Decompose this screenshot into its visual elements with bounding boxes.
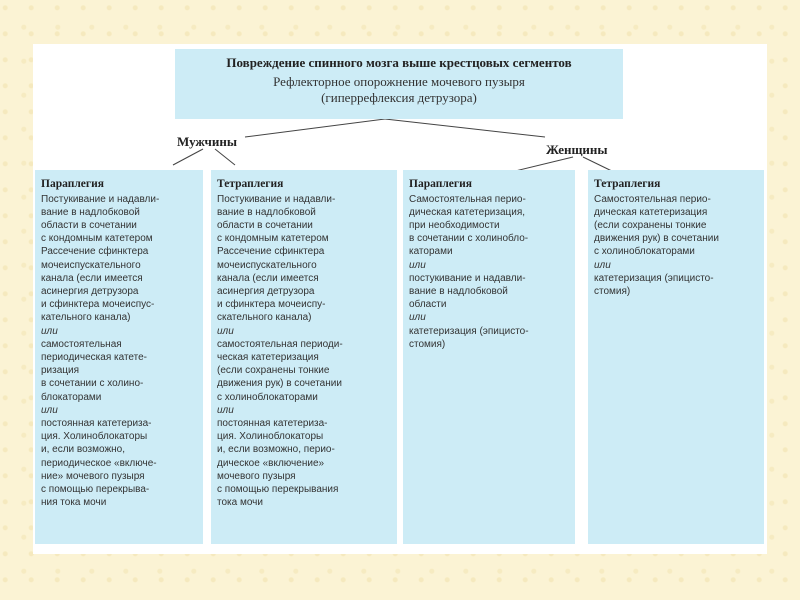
body-line: ризация (41, 365, 80, 377)
body-line: с холиноблокаторами (217, 391, 318, 403)
body-line: скательного канала) (217, 312, 312, 324)
body-line: вание в надлобковой (409, 285, 508, 297)
body-line: периодическая катете- (41, 351, 148, 363)
body-line: движения рук) в сочетании (594, 233, 719, 245)
body-line: дическое «включение» (217, 457, 325, 469)
body-line: ния тока мочи (41, 497, 107, 509)
body-line: с кондомным катетером (217, 233, 329, 245)
column-men-paraplegia (35, 170, 203, 544)
connector-root-right (385, 119, 545, 137)
body-line: канала (если имеется (41, 272, 143, 284)
body-line: асинергия детрузора (41, 285, 139, 297)
body-line: области (409, 299, 447, 311)
or-connector-text: или (594, 259, 611, 271)
column-title: Параплегия (409, 178, 472, 190)
body-line: ция. Холиноблокаторы (217, 431, 324, 443)
body-line: (если сохранены тонкие (217, 365, 330, 377)
body-line: асинергия детрузора (217, 285, 315, 297)
body-line: Рассечение сфинктера (217, 246, 325, 258)
connector-men-left (173, 149, 203, 165)
body-line: в сочетании с холино- (41, 378, 144, 390)
connector-men-right (215, 149, 235, 165)
group-label-women: Женщины (546, 142, 608, 157)
column-title: Тетраплегия (217, 178, 284, 190)
column-body (594, 193, 760, 299)
body-line: с помощью перекрывания (217, 483, 339, 495)
or-connector-text: или (41, 404, 58, 416)
body-line: мочеиспускательного (217, 259, 317, 271)
column-men-tetraplegia (211, 170, 397, 544)
slide (33, 44, 767, 554)
body-line: Самостоятельная перио- (409, 193, 526, 205)
body-line: ческая катетеризация (217, 351, 319, 363)
root-title: Повреждение спинного мозга выше крестцовых сегментов (226, 55, 572, 70)
body-line: с холиноблокаторами (594, 246, 695, 258)
or-connector-text: или (409, 259, 426, 271)
or-connector-text: или (217, 325, 234, 337)
body-line: канала (если имеется (217, 272, 319, 284)
body-line: (если сохранены тонкие (594, 219, 707, 231)
body-line: Самостоятельная перио- (594, 193, 711, 205)
column-title: Тетраплегия (594, 178, 661, 190)
body-line: самостоятельная периоди- (217, 338, 343, 350)
column-title: Параплегия (41, 178, 104, 190)
body-line: периодическое «включе- (41, 457, 157, 469)
body-line: области в сочетании (41, 219, 137, 231)
body-line: и, если возможно, перио- (217, 444, 335, 456)
column-body (409, 193, 571, 351)
body-line: катетеризация (эпицисто- (594, 272, 714, 284)
body-line: ние» мочевого пузыря (41, 470, 145, 482)
body-line: тока мочи (217, 497, 263, 509)
group-label-men: Мужчины (177, 134, 237, 149)
body-line: вание в надлобковой (217, 206, 316, 218)
column-women-tetraplegia (588, 170, 764, 544)
body-line: мочеиспускательного (41, 259, 141, 271)
body-line: мочевого пузыря (217, 470, 296, 482)
body-line: движения рук) в сочетании (217, 378, 342, 390)
body-line: катетеризация (эпицисто- (409, 325, 529, 337)
body-line: с помощью перекрыва- (41, 483, 150, 495)
or-connector-text: или (217, 404, 234, 416)
or-connector-text: или (41, 325, 58, 337)
body-line: дическая катетеризация, (409, 206, 526, 218)
root-subtitle-line1: Рефлекторное опорожнение мочевого пузыря (273, 74, 525, 89)
body-line: с кондомным катетером (41, 233, 153, 245)
body-line: вание в надлобковой (41, 206, 140, 218)
body-line: Рассечение сфинктера (41, 246, 149, 258)
body-line: и сфинктера мочеиспус- (41, 299, 155, 311)
root-box (175, 49, 623, 119)
body-line: блокаторами (41, 391, 102, 403)
body-line: при необходимости (409, 219, 500, 231)
body-line: дическая катетеризация (594, 206, 708, 218)
connector-root-left (245, 119, 385, 137)
body-line: кательного канала) (41, 312, 131, 324)
body-line: и, если возможно, (41, 444, 126, 456)
body-line: и сфинктера мочеиспу- (217, 299, 326, 311)
body-line: самостоятельная (41, 338, 122, 350)
column-body (217, 193, 393, 510)
body-line: ция. Холиноблокаторы (41, 431, 148, 443)
body-line: постоянная катетериза- (217, 417, 328, 429)
column-women-paraplegia (403, 170, 575, 544)
body-line: стомия) (594, 285, 631, 297)
body-line: каторами (409, 246, 453, 258)
column-body (41, 193, 199, 510)
root-subtitle-line2: (гиперрефлексия детрузора) (321, 90, 477, 105)
body-line: стомия) (409, 338, 446, 350)
body-line: Постукивание и надавли- (41, 193, 160, 205)
or-connector-text: или (409, 312, 426, 324)
body-line: области в сочетании (217, 219, 313, 231)
body-line: Постукивание и надавли- (217, 193, 336, 205)
body-line: в сочетании с холинобло- (409, 233, 529, 245)
body-line: постукивание и надавли- (409, 272, 526, 284)
body-line: постоянная катетериза- (41, 417, 152, 429)
